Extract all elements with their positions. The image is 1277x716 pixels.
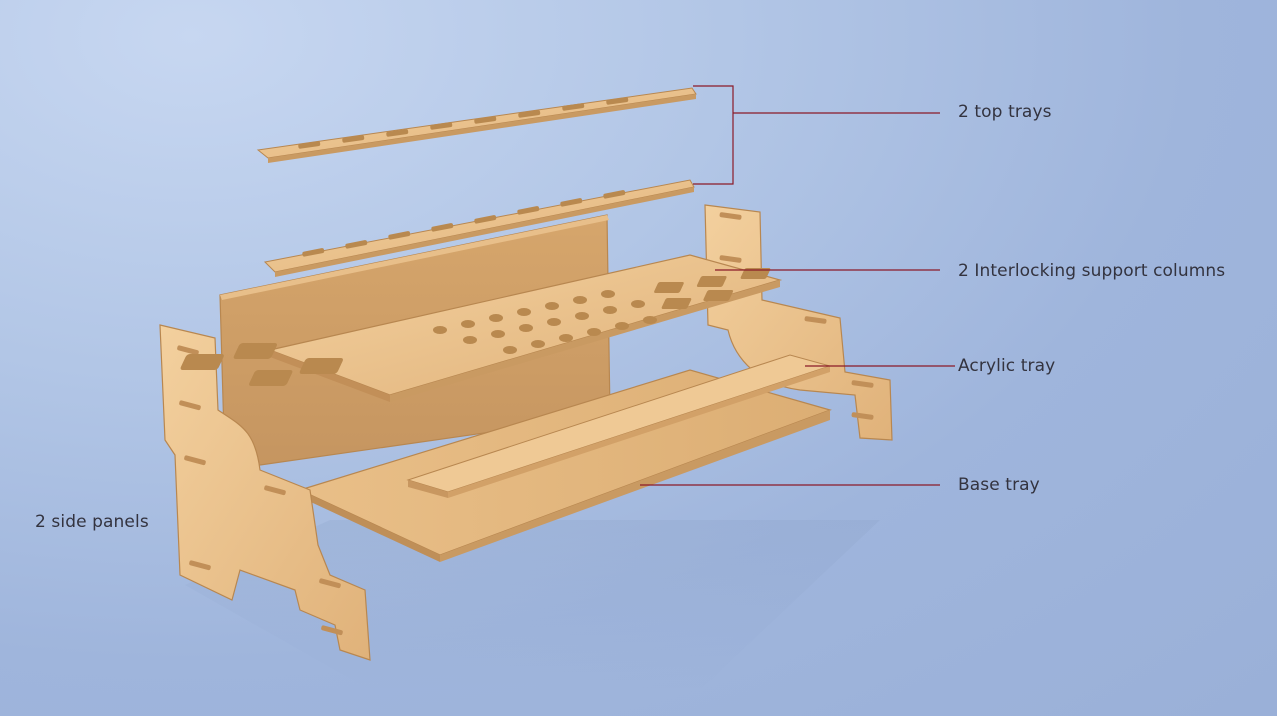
label-top-trays: 2 top trays xyxy=(958,102,1052,122)
top-tray-upper xyxy=(258,88,696,163)
label-base-tray: Base tray xyxy=(958,475,1040,495)
label-support-columns: 2 Interlocking support columns xyxy=(958,261,1226,281)
leader-top-trays xyxy=(693,86,733,184)
label-side-panels: 2 side panels xyxy=(35,512,149,532)
label-acrylic-tray: Acrylic tray xyxy=(958,356,1056,376)
